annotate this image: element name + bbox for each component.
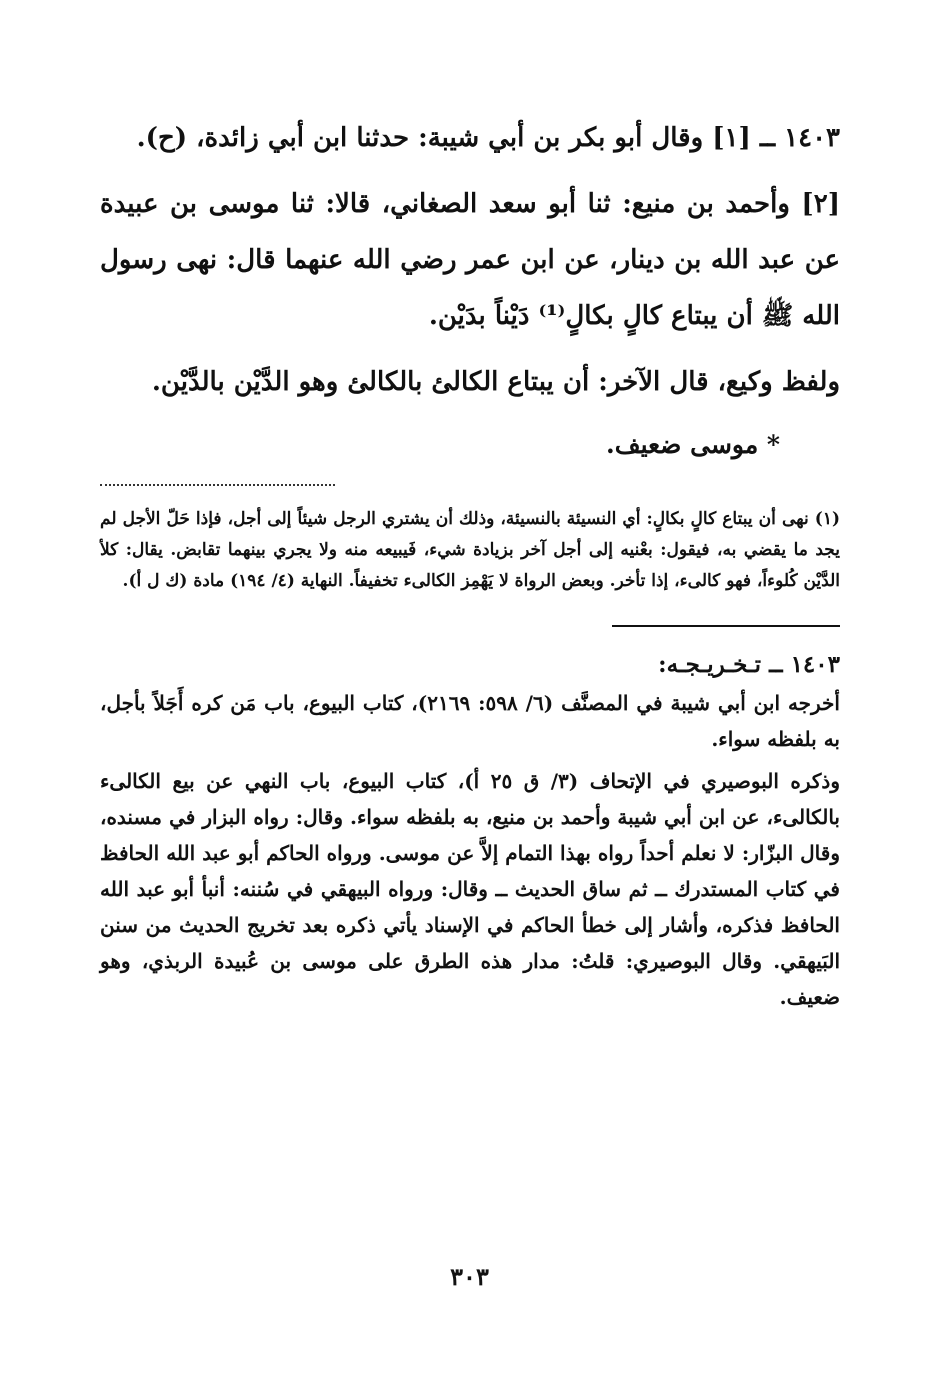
takhrij-heading: ١٤٠٣ ــ تـخـريـجـه: [658, 651, 840, 678]
footnote: (١) نهى أن يبتاع كالٍ بكالٍ: أي النسيئة بالنسيئة، وذلك أن يشتري الرجل شيئاً إلى أجل، فإذا حَلّ الأجل لم يجد ما يقضي به، فيقول: بعْنيه إلى أجل آخر بزيادة شيء، فَيبيعه منه ولا يجري بينهما تقابض. يقال: كلأ الدَّيْن كُلوءاً، فهو كالىء، إذا تأخر. وبعض الرواة لا يَهْمِز الكالىء تخفيفاً. النهاية (٤/ ١٩٤) مادة (ك ل أ). [100, 509, 840, 591]
takhrij-paragraph-1: أخرجه ابن أبي شيبة في المصنَّف (٦/ ٥٩٨: ٢١٦٩)، كتاب البيوع، باب مَن كره أَجَلاً بأجل، به بلفظه سواء. [100, 691, 840, 751]
hadith-chain-2: [٢] وأحمد بن منيع: ثنا أبو سعد الصغاني، قالا: ثنا موسى بن عبيدة عن عبد الله بن دينار، عن ابن عمر رضي الله عنهما قال: نهى رسول الله ﷺ أن يبتاع كالٍ بكالٍ⁽¹⁾ دَيْناً بدَيْن. [100, 189, 840, 331]
footnote-separator [100, 484, 335, 486]
page-body [100, 110, 840, 1021]
page-number: ٣٠٣ [450, 1262, 489, 1291]
hadith-chain-1: ١٤٠٣ ــ [١] وقال أبو بكر بن أبي شيبة: حدثنا ابن أبي زائدة، (ح). [136, 123, 840, 153]
section-divider [612, 625, 840, 627]
takhrij-paragraph-2: وذكره البوصيري في الإتحاف (٣/ ق ٢٥ أ)، كتاب البيوع، باب النهي عن بيع الكالىء بالكالىء، عن ابن أبي شيبة وأحمد بن منيع، به بلفظه سواء. وقال: رواه البزار في مسنده، وقال البزّار: لا نعلم أحداً رواه بهذا التمام إلاَّ عن موسى. ورواه الحاكم أبو عبد الله الحافظ في كتاب المستدرك ــ ثم ساق الحديث ــ وقال: ورواه البيهقي في سُننه: أنبأ أبو عبد الله الحافظ فذكره، وأشار إلى خطأ الحاكم في الإسناد يأتي ذكره بعد تخريج الحديث من سنن البَيهقي. وقال البوصيري: قلتُ: مدار هذه الطرق على موسى بن عُبيدة الربذي، وهو ضعيف. [100, 769, 840, 1009]
hadith-variant: ولفظ وكيع، قال الآخر: أن يبتاع الكالئ بالكالئ وهو الدَّيْن بالدَّيْن. [151, 367, 840, 397]
takhrij-section [100, 645, 840, 1015]
grading-note: * موسى ضعيف. [606, 430, 780, 459]
hadith-section [100, 110, 840, 470]
